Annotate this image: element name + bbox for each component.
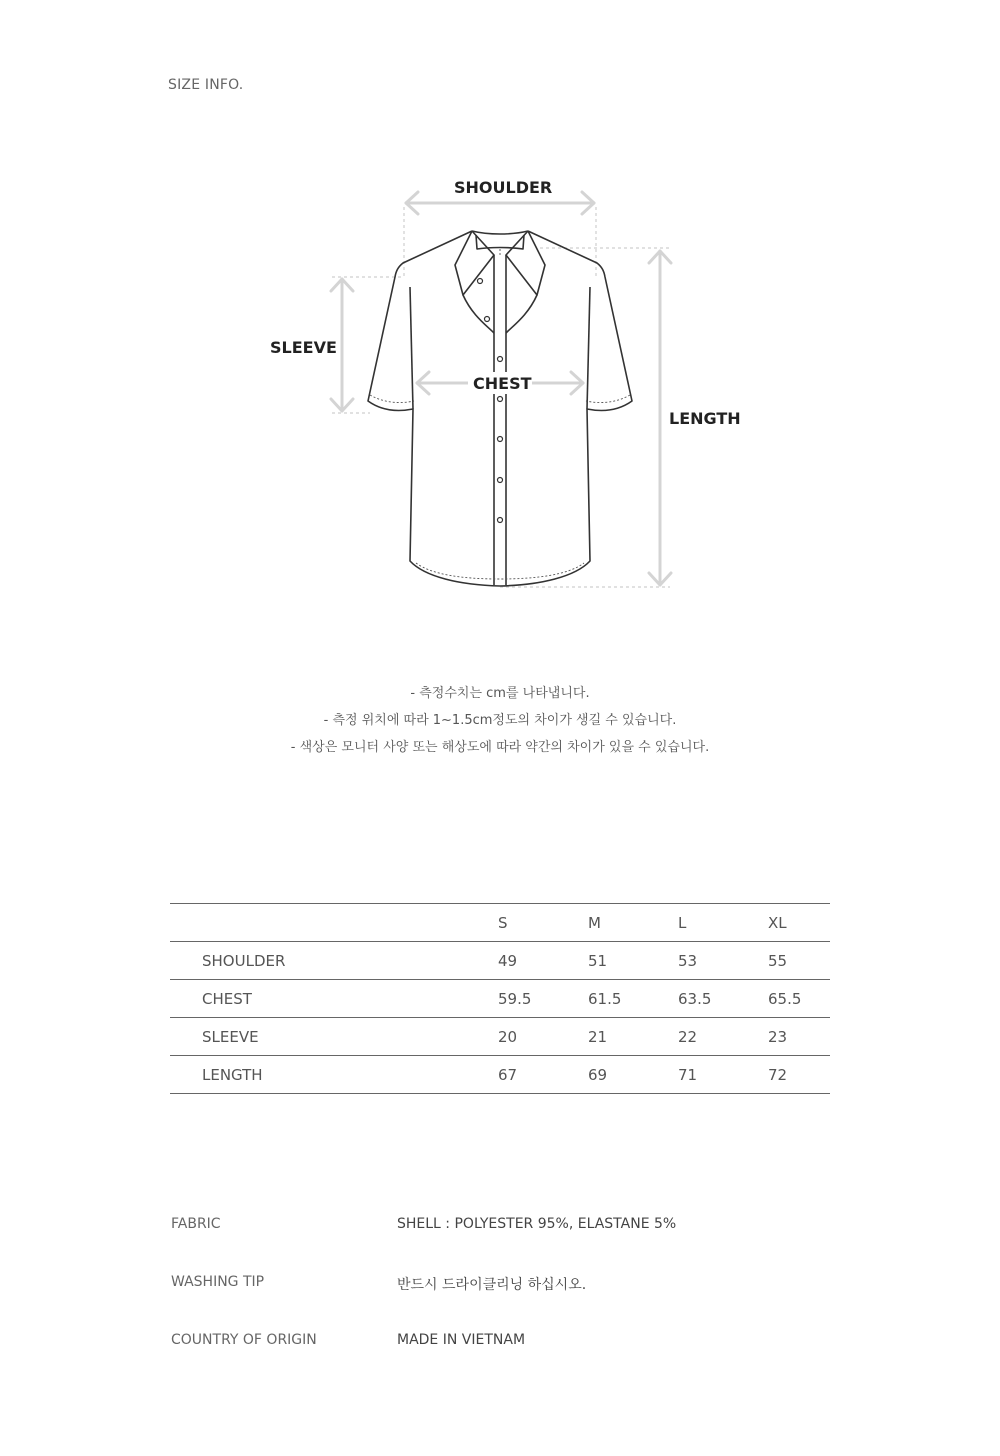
table-header-cell: M <box>588 904 678 942</box>
table-cell: 69 <box>588 1056 678 1094</box>
table-row <box>170 1056 830 1094</box>
table-cell: 67 <box>498 1056 588 1094</box>
table-header-cell: L <box>678 904 768 942</box>
note-line: - 측정 위치에 따라 1~1.5cm정도의 차이가 생길 수 있습니다. <box>323 713 677 728</box>
row-label: CHEST <box>202 989 252 1008</box>
note-line: - 측정수치는 cm를 나타냅니다. <box>410 686 590 701</box>
stitch-lines <box>370 249 630 579</box>
length-label: LENGTH <box>669 409 741 428</box>
shirt-outline <box>368 231 632 586</box>
sleeve-label: SLEEVE <box>270 338 337 357</box>
size-table <box>170 903 830 1094</box>
table-cell: 21 <box>588 1018 678 1056</box>
section-title: SIZE INFO. <box>168 77 244 93</box>
detail-key: COUNTRY OF ORIGIN <box>171 1332 317 1348</box>
table-cell: 65.5 <box>768 980 830 1018</box>
shirt-buttons <box>478 279 503 523</box>
table-cell: 55 <box>768 942 830 980</box>
table-header-row <box>170 904 830 942</box>
detail-key: WASHING TIP <box>171 1274 265 1290</box>
table-cell: 71 <box>678 1056 768 1094</box>
table-cell: 63.5 <box>678 980 768 1018</box>
detail-value: 반드시 드라이클리닝 하십시오. <box>397 1277 587 1293</box>
table-cell: 53 <box>678 942 768 980</box>
note-line: - 색상은 모니터 사양 또는 해상도에 따라 약간의 차이가 있을 수 있습니다. <box>290 740 710 755</box>
measurement-notes <box>0 680 1000 761</box>
detail-value: MADE IN VIETNAM <box>397 1332 526 1348</box>
detail-value: SHELL : POLYESTER 95%, ELASTANE 5% <box>397 1216 677 1232</box>
table-cell: 59.5 <box>498 980 588 1018</box>
table-header-cell: XL <box>768 904 830 942</box>
table-row <box>170 942 830 980</box>
table-cell: 22 <box>678 1018 768 1056</box>
detail-key: FABRIC <box>171 1216 221 1232</box>
table-cell: 49 <box>498 942 588 980</box>
row-label: SLEEVE <box>202 1027 259 1046</box>
table-cell: 51 <box>588 942 678 980</box>
chest-label: CHEST <box>473 374 532 393</box>
table-row <box>170 980 830 1018</box>
table-header-cell: S <box>498 904 588 942</box>
shoulder-label: SHOULDER <box>454 178 553 197</box>
table-cell: 72 <box>768 1056 830 1094</box>
table-cell: 23 <box>768 1018 830 1056</box>
size-diagram <box>250 165 770 605</box>
table-cell: 20 <box>498 1018 588 1056</box>
table-row <box>170 1018 830 1056</box>
row-label: LENGTH <box>202 1065 263 1084</box>
table-header-cell <box>170 904 498 942</box>
table-cell: 61.5 <box>588 980 678 1018</box>
row-label: SHOULDER <box>202 951 286 970</box>
